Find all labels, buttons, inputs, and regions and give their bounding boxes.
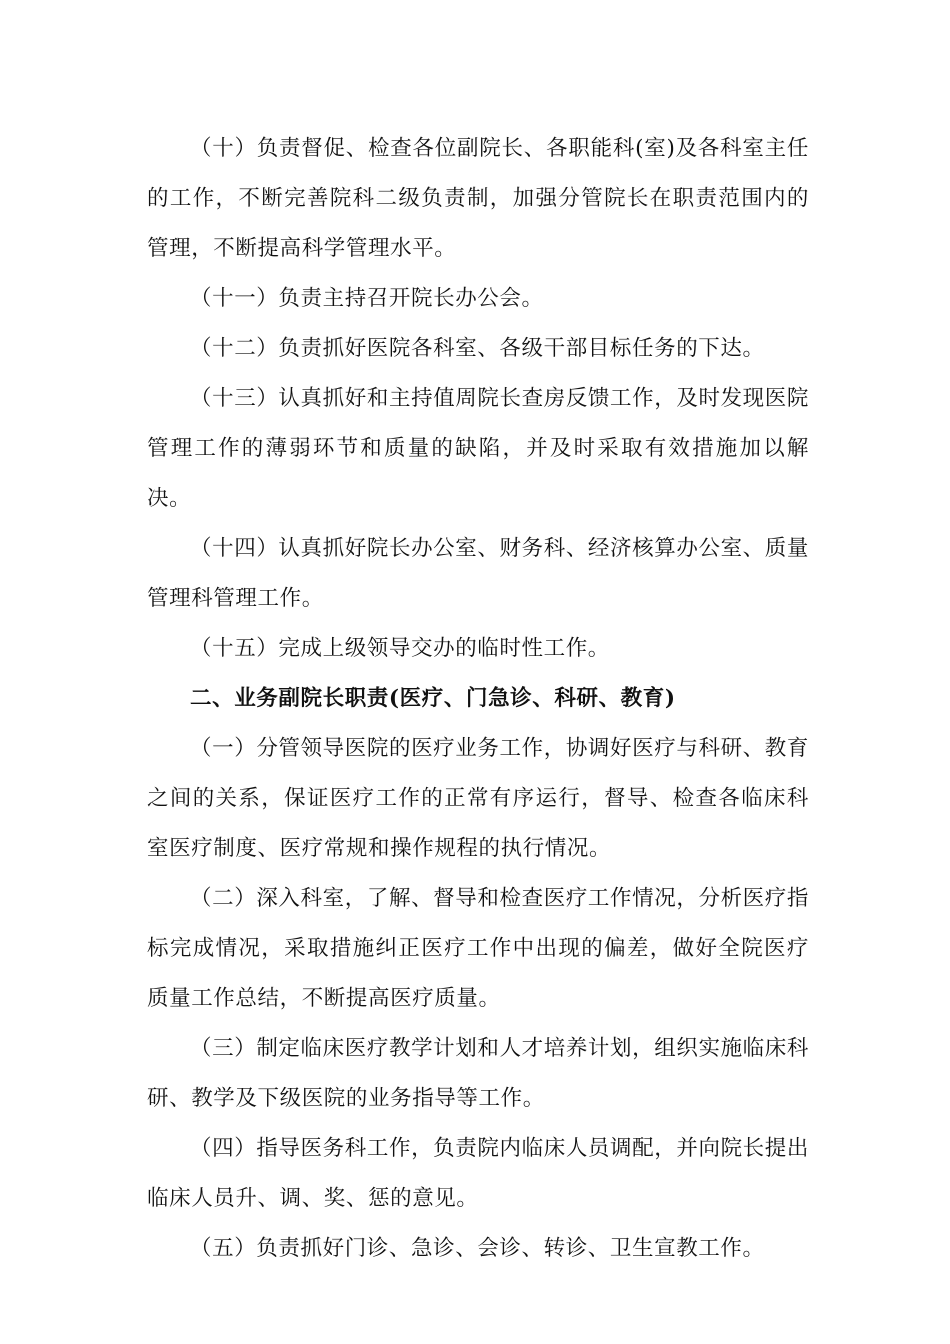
document-page bbox=[147, 124, 809, 1274]
paragraph-item-14: （十四）认真抓好院长办公室、财务科、经济核算办公室、质量管理科管理工作。 bbox=[147, 536, 809, 611]
paragraph-item-11: （十一）负责主持召开院长办公会。 bbox=[190, 286, 544, 311]
paragraph-item-13: （十三）认真抓好和主持值周院长查房反馈工作，及时发现医院管理工作的薄弱环节和质量的缺陷，并及时采取有效措施加以解决。 bbox=[147, 386, 809, 511]
paragraph-item-2: （二）深入科室，了解、督导和检查医疗工作情况，分析医疗指标完成情况，采取措施纠正医疗工作中出现的偏差，做好全院医疗质量工作总结，不断提高医疗质量。 bbox=[147, 886, 809, 1011]
paragraph-item-3: （三）制定临床医疗教学计划和人才培养计划，组织实施临床科研、教学及下级医院的业务指导等工作。 bbox=[147, 1036, 809, 1111]
paragraph-item-15: （十五）完成上级领导交办的临时性工作。 bbox=[190, 636, 610, 661]
section-heading: 二、业务副院长职责(医疗、门急诊、科研、教育) bbox=[190, 686, 676, 711]
paragraph-item-10: （十）负责督促、检查各位副院长、各职能科(室)及各科室主任的工作，不断完善院科二级负责制，加强分管院长在职责范围内的管理，不断提高科学管理水平。 bbox=[147, 136, 809, 261]
paragraph-item-4: （四）指导医务科工作，负责院内临床人员调配，并向院长提出临床人员升、调、奖、惩的意见。 bbox=[147, 1136, 809, 1211]
paragraph-item-5: （五）负责抓好门诊、急诊、会诊、转诊、卫生宣教工作。 bbox=[190, 1236, 765, 1261]
paragraph-item-1: （一）分管领导医院的医疗业务工作，协调好医疗与科研、教育之间的关系，保证医疗工作的正常有序运行，督导、检查各临床科室医疗制度、医疗常规和操作规程的执行情况。 bbox=[147, 736, 809, 861]
paragraph-item-12: （十二）负责抓好医院各科室、各级干部目标任务的下达。 bbox=[190, 336, 765, 361]
